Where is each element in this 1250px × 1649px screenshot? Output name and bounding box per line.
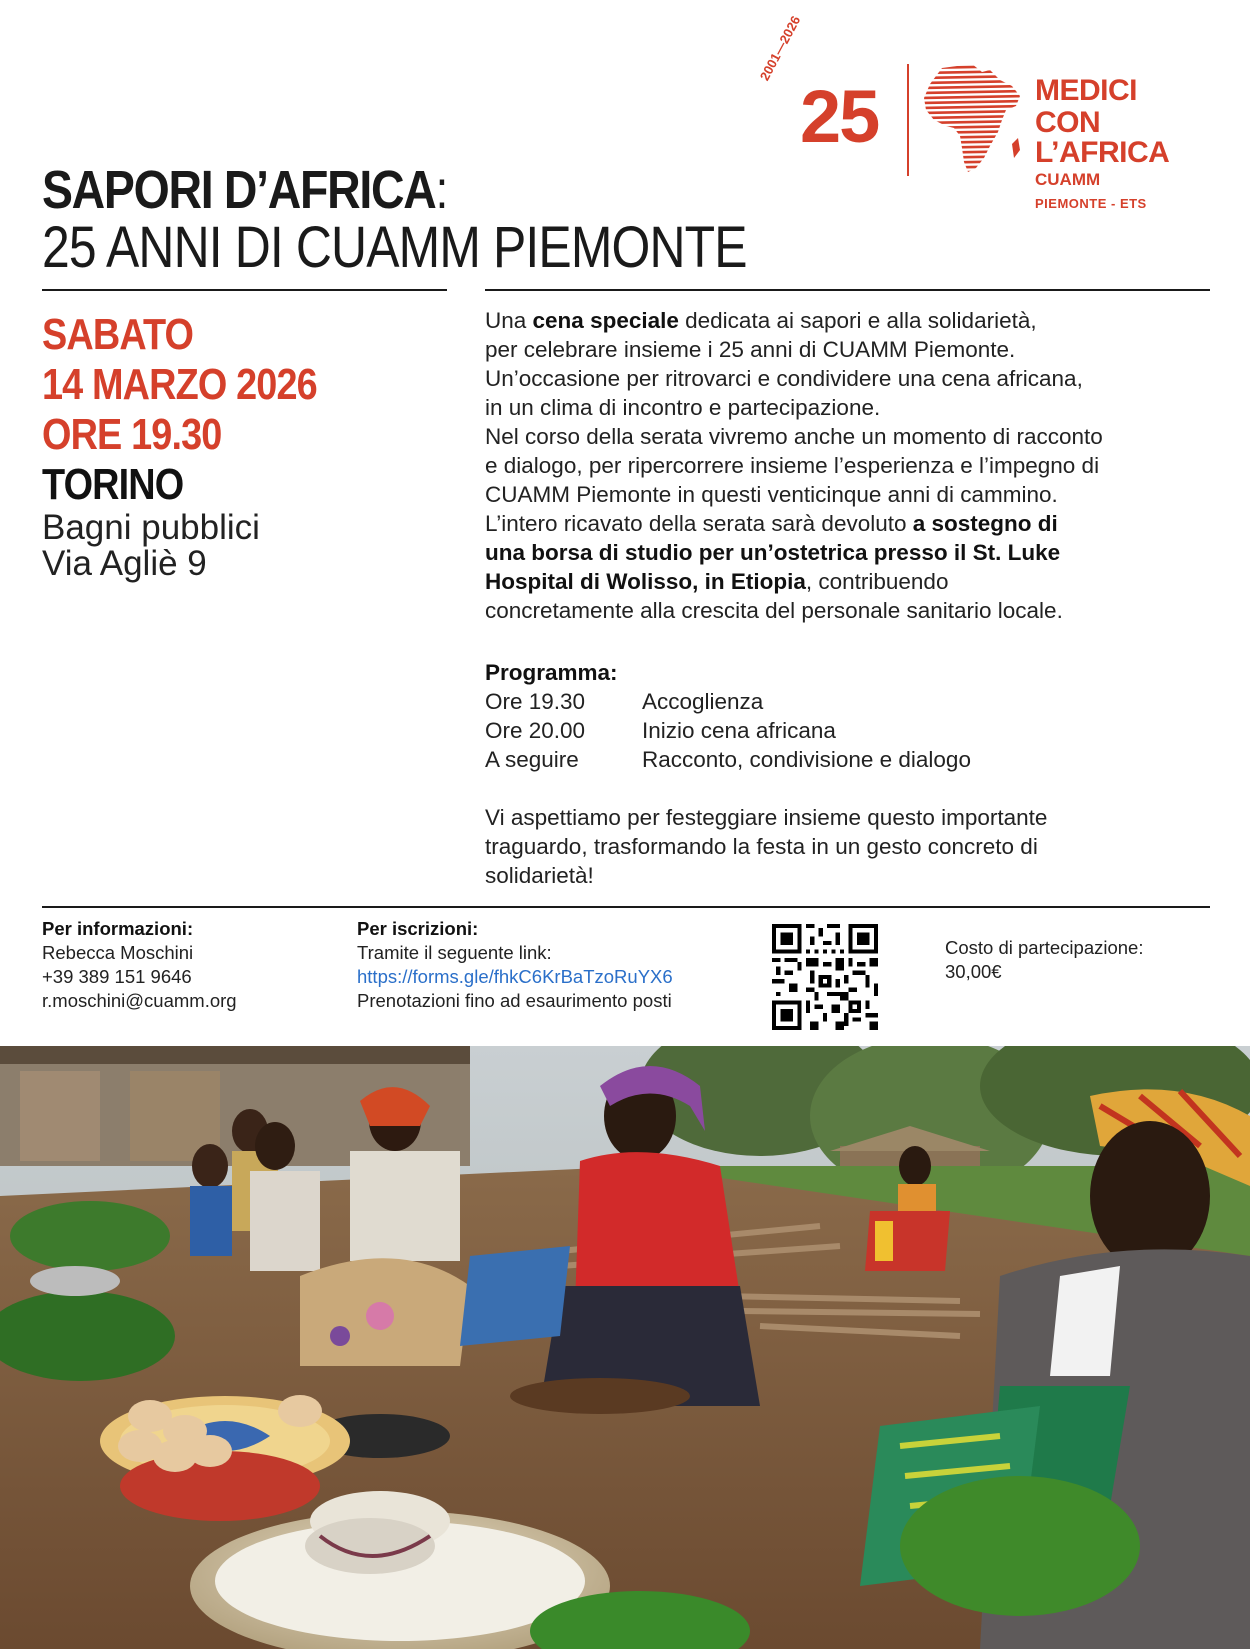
title-line2: 25 ANNI DI CUAMM PIEMONTE [42, 215, 747, 280]
closing-line: traguardo, trasformando la festa in un gesto concreto di [485, 834, 1038, 859]
desc-line [485, 567, 1215, 596]
contact-info [42, 917, 342, 1013]
cost-value: 30,00€ [945, 961, 1002, 982]
right-divider [485, 289, 1210, 291]
closing-line: Vi aspettiamo per festeggiare insieme questo importante [485, 805, 1048, 830]
desc-bold: a sostegno di [912, 511, 1058, 536]
program [485, 658, 1215, 774]
program-heading: Programma: [485, 660, 618, 685]
desc-text: , contribuendo [805, 569, 949, 594]
desc-line [485, 509, 1215, 538]
title-line1 [42, 160, 661, 220]
logo-line2: CON L’AFRICA [1035, 106, 1170, 169]
logo-years: 2001—2026 [756, 13, 804, 83]
program-time: Ore 20.00 [485, 718, 586, 743]
logo-line1: MEDICI [1035, 74, 1137, 107]
program-row [485, 716, 1215, 745]
logo-brand [1035, 76, 1220, 210]
program-activity: Racconto, condivisione e dialogo [642, 747, 971, 772]
program-row [485, 687, 1215, 716]
desc-line: CUAMM Piemonte in questi venticinque anni di cammino. [485, 482, 1058, 507]
event-details [42, 310, 462, 582]
participation-cost [945, 936, 1225, 984]
logo-divider [907, 64, 909, 176]
registration-link[interactable]: https://forms.gle/fhkC6KrBaTzoRuYX6 [357, 966, 673, 987]
logo [756, 13, 1220, 211]
closing-message [485, 803, 1185, 890]
program-row [485, 745, 1215, 774]
program-time: A seguire [485, 747, 579, 772]
registration-info [357, 917, 757, 1013]
contact-name: Rebecca Moschini [42, 942, 194, 963]
desc-line [485, 538, 1215, 567]
desc-bold: una borsa di studio per un’ostetrica presso il St. Luke [485, 540, 1061, 565]
program-activity: Accoglienza [642, 689, 764, 714]
desc-bold: cena speciale [532, 308, 679, 333]
desc-line: Nel corso della serata vivremo anche un momento di racconto [485, 424, 1103, 449]
contact-heading: Per informazioni: [42, 918, 194, 939]
desc-line: per celebrare insieme i 25 anni di CUAMM Piemonte. [485, 337, 1016, 362]
footer-divider [42, 906, 1210, 908]
left-divider [42, 289, 447, 291]
desc-text: L’intero ricavato della serata sarà devoluto [485, 511, 913, 536]
event-day: SABATO [42, 310, 194, 359]
desc-line: e dialogo, per ripercorrere insieme l’esperienza e l’impegno di [485, 453, 1100, 478]
page-title [42, 160, 762, 280]
qr-code-icon[interactable] [772, 924, 878, 1030]
event-description [485, 306, 1215, 625]
contact-phone[interactable]: +39 389 151 9646 [42, 966, 192, 987]
registration-heading: Per iscrizioni: [357, 918, 479, 939]
desc-line: in un clima di incontro e partecipazione. [485, 395, 881, 420]
logo-line4: PIEMONTE - ETS [1035, 196, 1147, 211]
desc-line [485, 306, 1215, 335]
event-venue: Bagni pubblici [42, 508, 260, 547]
cost-label: Costo di partecipazione: [945, 937, 1144, 958]
event-address: Via Agliè 9 [42, 544, 207, 583]
event-time: ORE 19.30 [42, 410, 222, 459]
title-main: SAPORI D’AFRICA [42, 160, 436, 220]
registration-text: Tramite il seguente link: [357, 942, 552, 963]
closing-line: solidarietà! [485, 863, 594, 888]
logo-anniversary: 25 [800, 75, 879, 158]
program-time: Ore 19.30 [485, 689, 586, 714]
desc-line: Un’occasione per ritrovarci e condividere una cena africana, [485, 366, 1083, 391]
desc-text: Una [485, 308, 533, 333]
market-photo [0, 1046, 1250, 1649]
africa-map-icon [920, 62, 1030, 180]
desc-line: concretamente alla crescita del personale sanitario locale. [485, 598, 1063, 623]
desc-text: dedicata ai sapori e alla solidarietà, [678, 308, 1037, 333]
event-city: TORINO [42, 460, 184, 509]
desc-bold: Hospital di Wolisso, in Etiopia [485, 569, 806, 594]
logo-line3: CUAMM [1035, 170, 1101, 189]
event-date: 14 MARZO 2026 [42, 360, 317, 409]
program-activity: Inizio cena africana [642, 718, 836, 743]
title-colon: : [435, 160, 448, 220]
registration-note: Prenotazioni fino ad esaurimento posti [357, 990, 672, 1011]
contact-email[interactable]: r.moschini@cuamm.org [42, 990, 237, 1011]
